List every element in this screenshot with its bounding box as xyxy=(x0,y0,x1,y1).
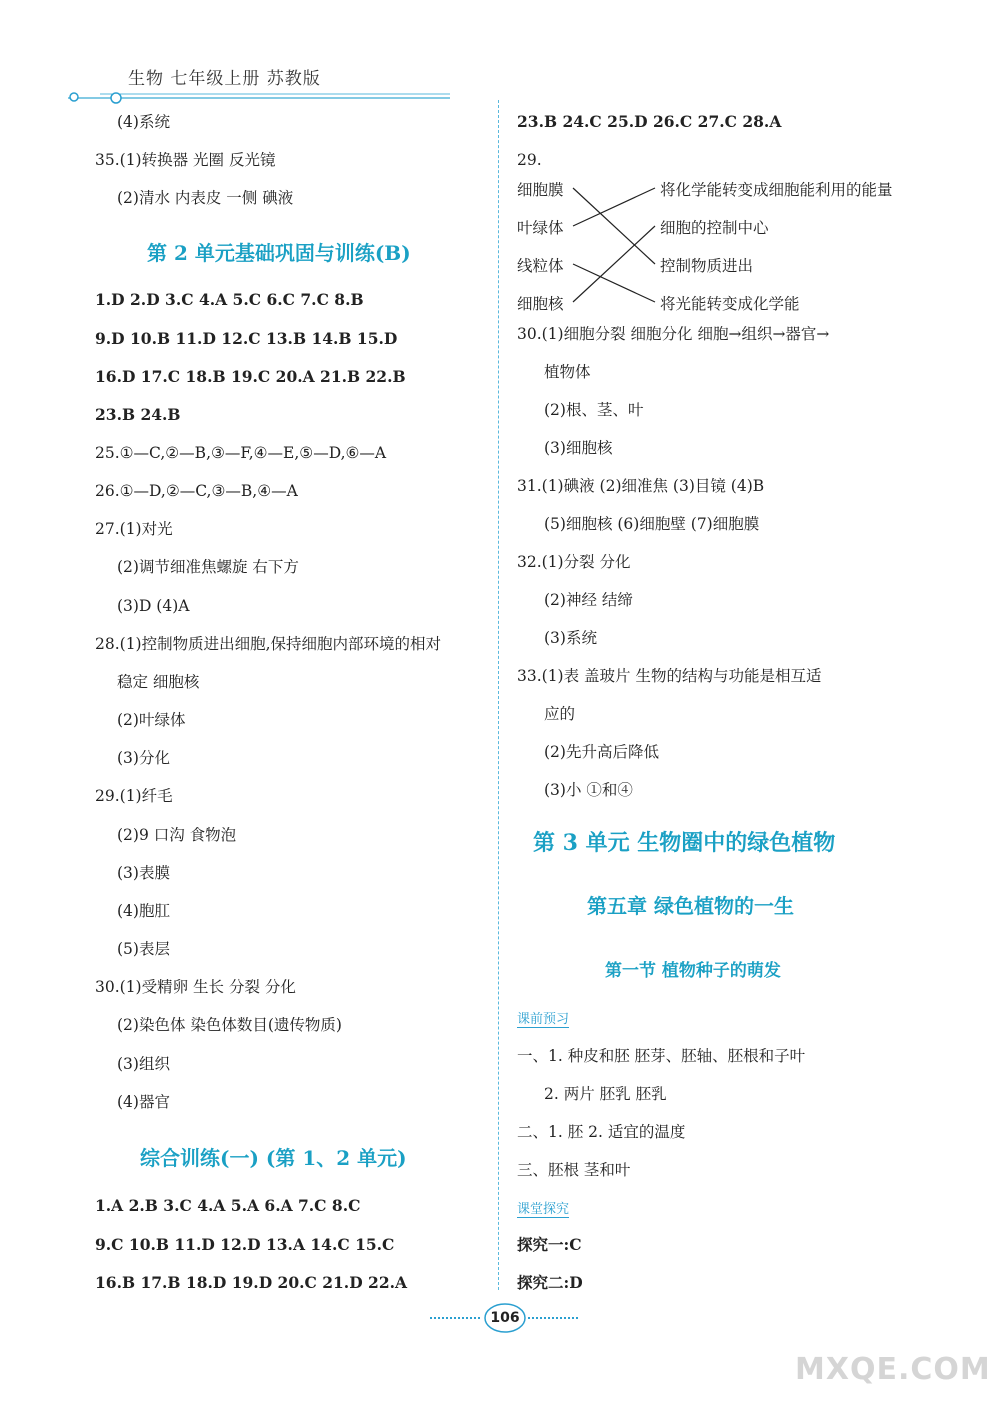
answer-line-left-22: 30.(1)受精卵 生长 分裂 分化 xyxy=(95,978,296,996)
section-tag-1: 课前预习 xyxy=(517,1008,569,1028)
watermark-text: MXQE.COM xyxy=(795,1352,991,1387)
match-right-2: 细胞的控制中心 xyxy=(660,219,769,237)
answer-line-right-7: 31.(1)碘液 (2)细准焦 (3)目镜 (4)B xyxy=(517,477,765,495)
section-tag-2: 课堂探究 xyxy=(517,1198,569,1218)
answer-line-left-4: 1.D 2.D 3.C 4.A 5.C 6.C 7.C 8.B xyxy=(95,290,364,309)
match-right-4: 将光能转变成化学能 xyxy=(660,295,800,313)
answer-line-right-13: 应的 xyxy=(544,705,576,723)
answer-line-left-19: (3)表膜 xyxy=(117,864,170,882)
answer-line-left-17: 29.(1)纤毛 xyxy=(95,787,173,805)
answer-line-left-27: 9.C 10.B 11.D 12.D 13.A 14.C 15.C xyxy=(95,1235,395,1254)
answer-line-left-6: 16.D 17.C 18.B 19.C 20.A 21.B 22.B xyxy=(95,367,406,386)
answer-line-left-26: 1.A 2.B 3.C 4.A 5.A 6.A 7.C 8.C xyxy=(95,1196,361,1215)
answer-line-left-8: 25.①—C,②—B,③—F,④—E,⑤—D,⑥—A xyxy=(95,444,387,462)
answer-line-left-2: 35.(1)转换器 光圈 反光镜 xyxy=(95,151,276,169)
answer-line-left-7: 23.B 24.B xyxy=(95,405,181,424)
section-heading-right-1: 第 3 单元 生物圈中的绿色植物 xyxy=(533,830,836,856)
answer-line-right-2: 29. xyxy=(517,151,542,169)
answer-line-right-14: (2)先升高后降低 xyxy=(544,743,659,761)
answer-line-left-20: (4)胞肛 xyxy=(117,902,170,920)
page-number xyxy=(430,1300,580,1336)
answer-line-left-10: 27.(1)对光 xyxy=(95,520,173,538)
match-right-3: 控制物质进出 xyxy=(660,257,754,275)
match-left-2: 叶绿体 xyxy=(517,219,564,237)
answer-line-right-9: 32.(1)分裂 分化 xyxy=(517,553,631,571)
answer-line-right-15: (3)小 ①和④ xyxy=(544,781,633,799)
answer-line-right-8: (5)细胞核 (6)细胞壁 (7)细胞膜 xyxy=(544,515,760,533)
answer-line-right-20: 探究一:C xyxy=(517,1235,582,1254)
answer-line-left-14: 稳定 细胞核 xyxy=(117,673,200,691)
answer-line-right-18: 二、1. 胚 2. 适宜的温度 xyxy=(517,1123,686,1141)
section-heading-right-3: 第一节 植物种子的萌发 xyxy=(605,961,781,981)
page-header xyxy=(60,60,460,110)
match-left-1: 细胞膜 xyxy=(517,181,564,199)
answer-line-left-11: (2)调节细准焦螺旋 右下方 xyxy=(117,558,299,576)
section-heading-left-1: 第 2 单元基础巩固与训练(B) xyxy=(147,241,411,265)
answer-line-right-19: 三、胚根 茎和叶 xyxy=(517,1161,631,1179)
answer-line-left-12: (3)D (4)A xyxy=(117,597,190,615)
answer-line-left-9: 26.①—D,②—C,③—B,④—A xyxy=(95,482,298,500)
answer-line-left-1: (4)系统 xyxy=(117,113,170,131)
answer-line-left-16: (3)分化 xyxy=(117,749,170,767)
answer-line-right-17: 2. 两片 胚乳 胚乳 xyxy=(544,1085,667,1103)
header-title: 生物 七年级上册 苏教版 xyxy=(128,69,321,89)
answer-line-left-5: 9.D 10.B 11.D 12.C 13.B 14.B 15.D xyxy=(95,329,398,348)
answer-line-left-28: 16.B 17.B 18.D 19.D 20.C 21.D 22.A xyxy=(95,1273,408,1292)
answer-line-left-24: (3)组织 xyxy=(117,1055,170,1073)
answer-line-left-3: (2)清水 内表皮 一侧 碘液 xyxy=(117,189,294,207)
match-right-1: 将化学能转变成细胞能利用的能量 xyxy=(660,181,893,199)
column-divider xyxy=(498,100,500,1290)
answer-line-left-23: (2)染色体 染色体数目(遗传物质) xyxy=(117,1016,342,1034)
answer-line-right-6: (3)细胞核 xyxy=(544,439,613,457)
answer-line-right-5: (2)根、茎、叶 xyxy=(544,401,644,419)
answer-line-left-21: (5)表层 xyxy=(117,940,170,958)
section-heading-left-2: 综合训练(一) (第 1、2 单元) xyxy=(140,1146,407,1170)
match-left-3: 线粒体 xyxy=(517,257,564,275)
answer-line-right-1: 23.B 24.C 25.D 26.C 27.C 28.A xyxy=(517,112,782,131)
section-heading-right-2: 第五章 绿色植物的一生 xyxy=(587,894,794,918)
answer-line-left-13: 28.(1)控制物质进出细胞,保持细胞内部环境的相对 xyxy=(95,635,442,653)
answer-line-right-21: 探究二:D xyxy=(517,1273,583,1292)
matching-diagram xyxy=(517,172,937,312)
answer-line-right-12: 33.(1)表 盖玻片 生物的结构与功能是相互适 xyxy=(517,667,822,685)
match-left-4: 细胞核 xyxy=(517,295,564,313)
answer-line-right-3: 30.(1)细胞分裂 细胞分化 细胞→组织→器官→ xyxy=(517,325,830,343)
answer-line-right-16: 一、1. 种皮和胚 胚芽、胚轴、胚根和子叶 xyxy=(517,1047,806,1065)
answer-line-right-4: 植物体 xyxy=(544,363,591,381)
answer-line-left-15: (2)叶绿体 xyxy=(117,711,186,729)
watermark xyxy=(790,1289,991,1389)
answer-line-left-18: (2)9 口沟 食物泡 xyxy=(117,826,237,844)
answer-line-left-25: (4)器官 xyxy=(117,1093,170,1111)
answer-line-right-11: (3)系统 xyxy=(544,629,597,647)
answer-line-right-10: (2)神经 结缔 xyxy=(544,591,633,609)
page-number-text: 106 xyxy=(490,1310,520,1326)
